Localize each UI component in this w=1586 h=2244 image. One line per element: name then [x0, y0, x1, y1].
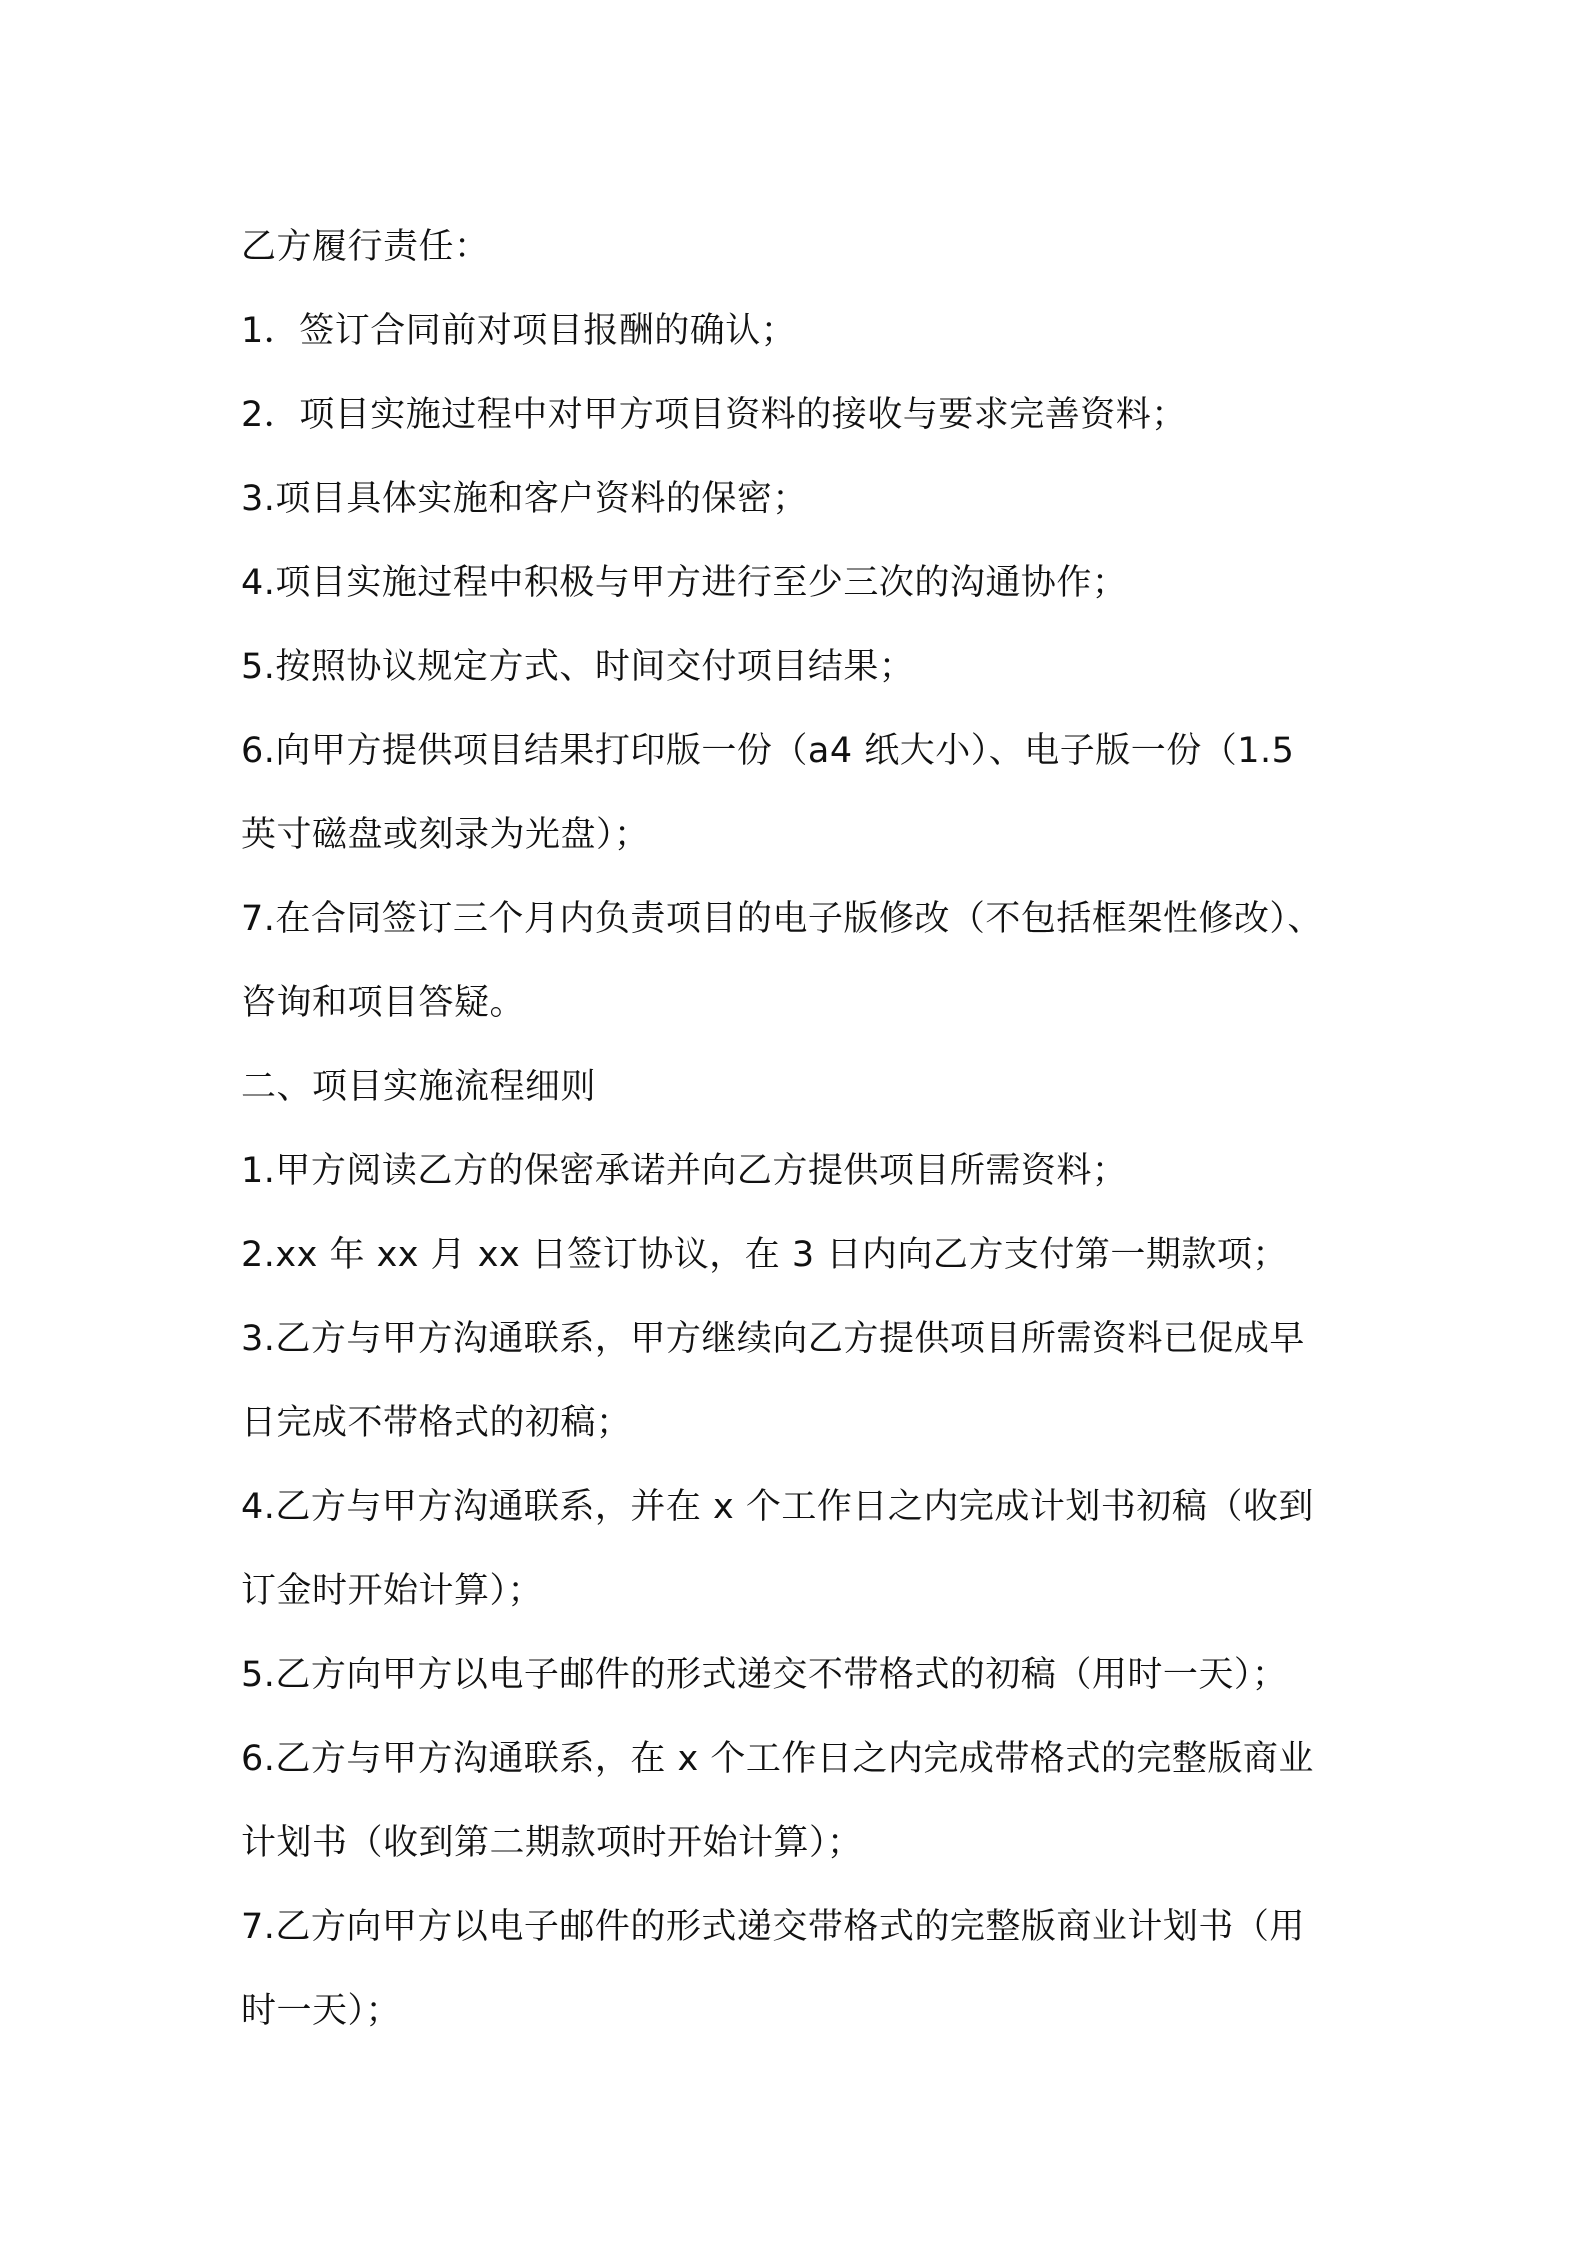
process-item-4-cont: 订金时开始计算）； — [241, 1571, 544, 1611]
process-item-5: 5.乙方向甲方以电子邮件的形式递交不带格式的初稿（用时一天）； — [241, 1655, 1288, 1695]
process-item-4: 4.乙方与甲方沟通联系，并在 x 个工作日之内完成计划书初稿（收到 — [241, 1487, 1314, 1527]
duty-item-6: 6.向甲方提供项目结果打印版一份（a4 纸大小）、电子版一份（1.5 — [241, 731, 1295, 771]
duty-item-5: 5.按照协议规定方式、时间交付项目结果； — [241, 647, 915, 687]
duty-item-1: 1．签订合同前对项目报酬的确认； — [241, 311, 797, 351]
process-item-3-cont: 日完成不带格式的初稿； — [241, 1403, 632, 1443]
process-item-6-cont: 计划书（收到第二期款项时开始计算）； — [241, 1823, 863, 1863]
section-heading-party-b-duties: 乙方履行责任： — [241, 227, 490, 267]
process-item-7: 7.乙方向甲方以电子邮件的形式递交带格式的完整版商业计划书（用 — [241, 1907, 1305, 1947]
duty-item-3: 3.项目具体实施和客户资料的保密； — [241, 479, 808, 519]
duty-item-2: 2．项目实施过程中对甲方项目资料的接收与要求完善资料； — [241, 395, 1187, 435]
duty-item-7-cont: 咨询和项目答疑。 — [241, 983, 526, 1023]
process-item-6: 6.乙方与甲方沟通联系，在 x 个工作日之内完成带格式的完整版商业 — [241, 1739, 1314, 1779]
duty-item-4: 4.项目实施过程中积极与甲方进行至少三次的沟通协作； — [241, 563, 1128, 603]
process-item-7-cont: 时一天）； — [241, 1991, 402, 2031]
process-item-1: 1.甲方阅读乙方的保密承诺并向乙方提供项目所需资料； — [241, 1151, 1128, 1191]
duty-item-6-cont: 英寸磁盘或刻录为光盘）； — [241, 815, 650, 855]
process-item-2: 2.xx 年 xx 月 xx 日签订协议，在 3 日内向乙方支付第一期款项； — [241, 1235, 1288, 1275]
duty-item-7: 7.在合同签订三个月内负责项目的电子版修改（不包括框架性修改）、 — [241, 899, 1323, 939]
document-body — [241, 205, 1361, 2053]
process-item-3: 3.乙方与甲方沟通联系，甲方继续向乙方提供项目所需资料已促成早 — [241, 1319, 1305, 1359]
section-heading-process: 二、项目实施流程细则 — [241, 1067, 597, 1107]
